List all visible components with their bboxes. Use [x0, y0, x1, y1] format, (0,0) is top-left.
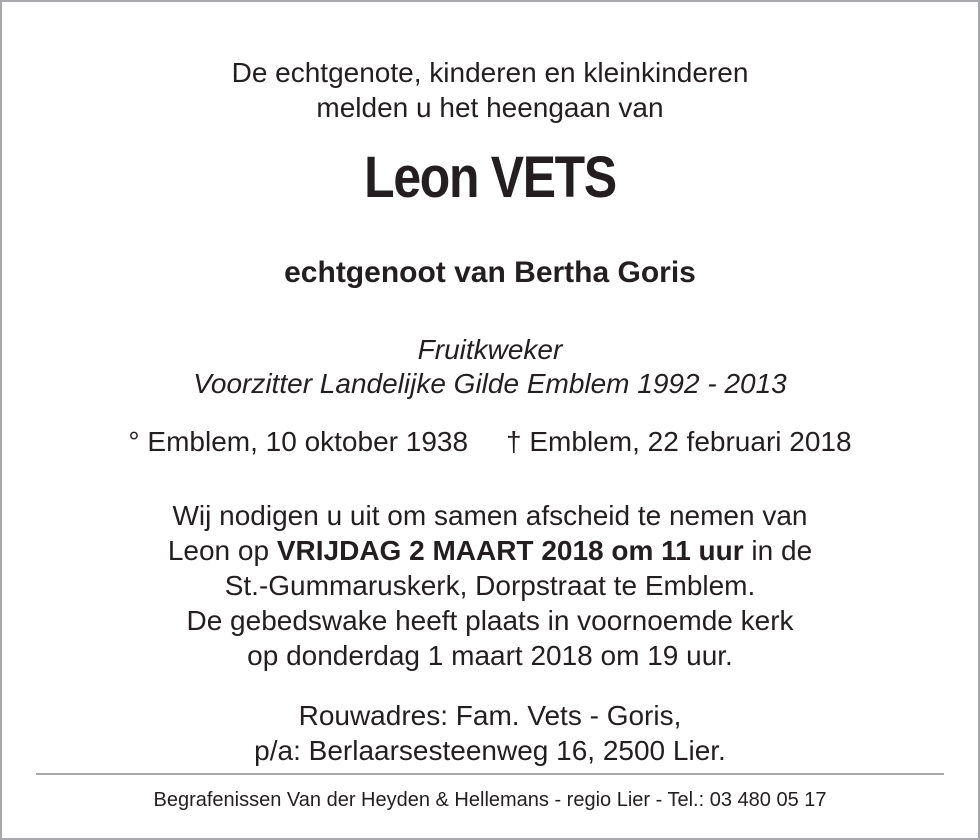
- ceremony-line-2: [0, 535, 980, 567]
- spouse-line: echtgenoot van Bertha Goris: [284, 256, 696, 289]
- death-date: † Emblem, 22 februari 2018: [506, 426, 852, 457]
- birth-date: ° Emblem, 10 oktober 1938: [128, 426, 469, 457]
- occupation-line: Fruitkweker: [417, 334, 563, 365]
- ceremony-line-5: op donderdag 1 maart 2018 om 19 uur.: [247, 640, 733, 671]
- deceased-name: Leon VETS: [364, 145, 616, 210]
- chairman-line: Voorzitter Landelijke Gilde Emblem 1992 - 2013: [193, 368, 787, 399]
- ceremony-date-time: VRIJDAG 2 MAART 2018 om 11 uur: [276, 535, 744, 566]
- address-line-1: Rouwadres: Fam. Vets - Goris,: [298, 700, 682, 731]
- ceremony-line-4: De gebedswake heeft plaats in voornoemde kerk: [186, 605, 794, 636]
- ceremony-line-2-suffix: in de: [743, 535, 813, 566]
- ceremony-line-3: St.-Gummaruskerk, Dorpstraat te Emblem.: [224, 570, 756, 601]
- ceremony-line-1: Wij nodigen u uit om samen afscheid te nemen van: [172, 500, 808, 531]
- intro-line-2: melden u het heengaan van: [316, 92, 664, 123]
- funeral-home-footer: Begrafenissen Van der Heyden & Hellemans - regio Lier - Tel.: 03 480 05 17: [153, 789, 827, 811]
- intro-line-1: De echtgenote, kinderen en kleinkinderen: [231, 57, 749, 88]
- birth-death-dates: [0, 426, 980, 458]
- ceremony-line-2-prefix: Leon op: [167, 535, 277, 566]
- address-line-2: p/a: Berlaarsesteenweg 16, 2500 Lier.: [254, 735, 726, 766]
- footer-divider: [36, 773, 944, 775]
